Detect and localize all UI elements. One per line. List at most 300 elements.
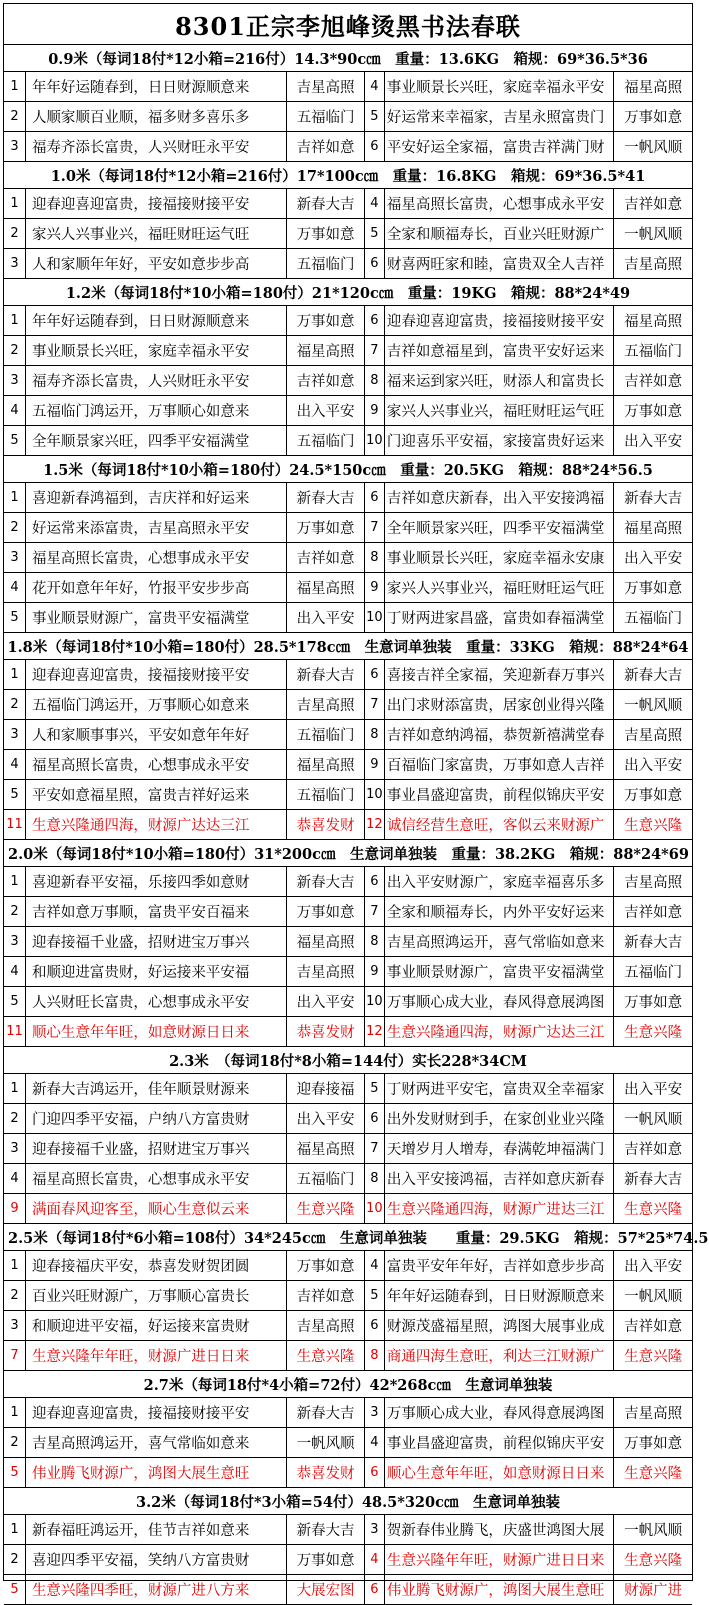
horizontal-scroll-right: 吉祥如意 (624, 197, 683, 213)
row-number-right: 4 (365, 1545, 385, 1574)
horizontal-scroll-left: 恭喜发财 (287, 810, 365, 839)
horizontal-scroll-left: 吉祥如意 (287, 132, 365, 161)
row-number-right: 10 (365, 1194, 385, 1223)
row-number-right: 9 (365, 396, 385, 425)
horizontal-scroll-left: 大展宏图 (287, 1575, 365, 1604)
horizontal-scroll-right: 万事如意 (624, 995, 683, 1011)
couplet-text-right: 吉祥如意福星到，富贵平安好运来 (385, 336, 614, 365)
horizontal-scroll-right: 吉祥如意 (624, 1319, 683, 1335)
horizontal-scroll-right: 新春大吉 (624, 1172, 683, 1188)
row-number-left: 4 (4, 573, 26, 602)
row-number-right: 10 (365, 987, 385, 1016)
table-row (4, 1575, 692, 1605)
row-number-left: 1 (4, 1398, 26, 1427)
horizontal-scroll-right: 福星高照 (624, 521, 683, 537)
horizontal-scroll-right: 一帆风顺 (624, 698, 683, 714)
horizontal-scroll-right: 吉星高照 (624, 1406, 683, 1422)
couplet-text-left: 福星高照长富贵，心想事成永平安 (26, 1164, 287, 1193)
row-number-left: 5 (4, 426, 26, 455)
row-number-left: 11 (4, 1017, 26, 1046)
section-header: 2.5米（每词18付*6小箱=108付）34*245c㎝ 生意词单独装 重量：29.5KG 箱规：57*25*74.5 (4, 1224, 692, 1251)
row-number-right: 9 (365, 957, 385, 986)
couplet-text-right: 事业顺景长兴旺，家庭幸福永平安 (385, 72, 614, 101)
table-row (4, 513, 692, 543)
couplet-text-left: 福星高照长富贵，心想事成永平安 (26, 750, 287, 779)
couplet-text-left: 人和家顺年年好，平安如意步步高 (26, 249, 287, 278)
row-number-left: 1 (4, 867, 26, 896)
row-number-right: 6 (365, 1104, 385, 1133)
couplet-text-right: 事业顺景财源广，富贵平安福满堂 (385, 957, 614, 986)
row-number-left: 1 (4, 1515, 26, 1544)
couplet-text-right: 顺心生意年年旺，如意财源日日来 (385, 1458, 614, 1487)
horizontal-scroll-right: 五福临门 (624, 611, 683, 627)
horizontal-scroll-left: 福星高照 (287, 1134, 365, 1163)
table-row (4, 336, 692, 366)
horizontal-scroll-left: 五福临门 (287, 780, 365, 809)
row-number-right: 4 (365, 1251, 385, 1280)
table-row (4, 306, 692, 336)
row-number-right: 7 (365, 336, 385, 365)
row-number-left: 9 (4, 1194, 26, 1223)
couplet-text-right: 福星高照长富贵，心想事成永平安 (385, 189, 614, 218)
horizontal-scroll-right: 生意兴隆 (624, 1349, 683, 1365)
table-row (4, 720, 692, 750)
table-row (4, 483, 692, 513)
table-row (4, 1458, 692, 1488)
table-row (4, 927, 692, 957)
table-row (4, 1164, 692, 1194)
table-row (4, 249, 692, 279)
horizontal-scroll-left: 万事如意 (287, 897, 365, 926)
couplet-text-left: 事业顺景长兴旺，家庭幸福永平安 (26, 336, 287, 365)
row-number-left: 7 (4, 1341, 26, 1370)
horizontal-scroll-left: 福星高照 (287, 573, 365, 602)
row-number-right: 12 (365, 1017, 385, 1046)
row-number-right: 5 (365, 1074, 385, 1103)
section-header: 2.7米（每词18付*4小箱=72付）42*268c㎝ 生意词单独装 (4, 1371, 692, 1398)
horizontal-scroll-left: 生意兴隆 (287, 1341, 365, 1370)
row-number-left: 2 (4, 336, 26, 365)
row-number-left: 4 (4, 1164, 26, 1193)
row-number-right: 4 (365, 1428, 385, 1457)
row-number-left: 1 (4, 1251, 26, 1280)
horizontal-scroll-right: 出入平安 (624, 758, 683, 774)
couplet-text-left: 迎春接福千业盛，招财进宝万事兴 (26, 1134, 287, 1163)
row-number-right: 9 (365, 750, 385, 779)
couplet-text-right: 生意兴隆通四海，财源广达达三江 (385, 1017, 614, 1046)
row-number-right: 10 (365, 780, 385, 809)
couplet-text-right: 年年好运随春到，日日财源顺意来 (385, 1281, 614, 1310)
row-number-right: 10 (365, 426, 385, 455)
couplet-text-left: 好运常来添富贵，吉星高照永平安 (26, 513, 287, 542)
table-row (4, 987, 692, 1017)
horizontal-scroll-left: 五福临门 (287, 720, 365, 749)
horizontal-scroll-left: 出入平安 (287, 603, 365, 632)
row-number-left: 1 (4, 660, 26, 689)
row-number-right: 6 (365, 306, 385, 335)
horizontal-scroll-right: 吉星高照 (624, 875, 683, 891)
section-header: 1.5米（每词18付*10小箱=180付）24.5*150c㎝ 重量：20.5KG 箱规：88*24*56.5 (4, 456, 692, 483)
row-number-left: 3 (4, 927, 26, 956)
horizontal-scroll-right: 财源广进 (624, 1583, 683, 1599)
couplet-text-left: 吉祥如意万事顺，富贵平安百福来 (26, 897, 287, 926)
couplet-text-left: 年年好运随春到，日日财源顺意来 (26, 72, 287, 101)
horizontal-scroll-left: 生意兴隆 (287, 1194, 365, 1223)
table-row (4, 1104, 692, 1134)
row-number-left: 2 (4, 1281, 26, 1310)
table-row (4, 1311, 692, 1341)
row-number-right: 6 (365, 249, 385, 278)
horizontal-scroll-left: 恭喜发财 (287, 1458, 365, 1487)
couplet-text-left: 福星高照长富贵，心想事成永平安 (26, 543, 287, 572)
couplet-text-right: 事业昌盛迎富贵，前程似锦庆平安 (385, 780, 614, 809)
horizontal-scroll-right: 吉星高照 (624, 257, 683, 273)
table-row (4, 810, 692, 840)
section-header: 0.9米（每词18付*12小箱=216付）14.3*90c㎝ 重量：13.6KG 箱规：69*36.5*36 (4, 45, 692, 72)
couplet-text-left: 生意兴隆年年旺，财源广进日日来 (26, 1341, 287, 1370)
section-header: 1.8米（每词18付*10小箱=180付）28.5*178c㎝ 生意词单独装 重量：33KG 箱规：88*24*64 (4, 633, 692, 660)
horizontal-scroll-left: 五福临门 (287, 102, 365, 131)
table-row (4, 189, 692, 219)
horizontal-scroll-right: 万事如意 (624, 110, 683, 126)
row-number-left: 1 (4, 1074, 26, 1103)
row-number-left: 5 (4, 987, 26, 1016)
horizontal-scroll-left: 新春大吉 (287, 1398, 365, 1427)
table-row (4, 1134, 692, 1164)
horizontal-scroll-left: 吉星高照 (287, 690, 365, 719)
row-number-left: 2 (4, 102, 26, 131)
row-number-left: 1 (4, 483, 26, 512)
table-row (4, 543, 692, 573)
couplet-text-right: 全家和顺福寿长，百业兴旺财源广 (385, 219, 614, 248)
row-number-right: 4 (365, 72, 385, 101)
page-title: 8301正宗李旭峰烫黑书法春联 (4, 4, 692, 45)
couplet-text-right: 事业顺景长兴旺，家庭幸福永安康 (385, 543, 614, 572)
horizontal-scroll-left: 新春大吉 (287, 483, 365, 512)
horizontal-scroll-left: 福星高照 (287, 750, 365, 779)
couplet-text-right: 诚信经营生意旺，客似云来财源广 (385, 810, 614, 839)
couplet-text-right: 家兴人兴事业兴，福旺财旺运气旺 (385, 396, 614, 425)
row-number-right: 3 (365, 1515, 385, 1544)
table-row (4, 1074, 692, 1104)
couplet-text-left: 满面春风迎客至，顺心生意似云来 (26, 1194, 287, 1223)
row-number-left: 2 (4, 897, 26, 926)
horizontal-scroll-left: 出入平安 (287, 1104, 365, 1133)
couplet-text-right: 平安好运全家福，富贵吉祥满门财 (385, 132, 614, 161)
row-number-left: 11 (4, 810, 26, 839)
couplet-text-left: 新春大吉鸿运开，佳年顺景财源来 (26, 1074, 287, 1103)
couplet-text-left: 生意兴隆通四海，财源广达达三江 (26, 810, 287, 839)
couplet-text-right: 喜接吉祥全家福，笑迎新春万事兴 (385, 660, 614, 689)
row-number-left: 2 (4, 513, 26, 542)
couplet-text-right: 百福临门家富贵，万事如意人吉祥 (385, 750, 614, 779)
couplet-text-right: 贺新春伟业腾飞，庆盛世鸿图大展 (385, 1515, 614, 1544)
row-number-left: 4 (4, 396, 26, 425)
row-number-left: 3 (4, 1311, 26, 1340)
table-row (4, 366, 692, 396)
row-number-right: 5 (365, 1281, 385, 1310)
row-number-right: 6 (365, 660, 385, 689)
row-number-right: 8 (365, 1164, 385, 1193)
horizontal-scroll-right: 吉祥如意 (624, 374, 683, 390)
couplet-text-right: 事业昌盛迎富贵，前程似锦庆平安 (385, 1428, 614, 1457)
horizontal-scroll-left: 出入平安 (287, 987, 365, 1016)
horizontal-scroll-left: 万事如意 (287, 513, 365, 542)
couplet-text-right: 丁财两进家昌盛，富贵如春福满堂 (385, 603, 614, 632)
price-sheet (3, 3, 709, 1599)
couplet-text-left: 伟业腾飞财源广，鸿图大展生意旺 (26, 1458, 287, 1487)
couplet-text-left: 人和家顺事事兴，平安如意年年好 (26, 720, 287, 749)
horizontal-scroll-right: 生意兴隆 (624, 1466, 683, 1482)
row-number-right: 8 (365, 927, 385, 956)
horizontal-scroll-right: 一帆风顺 (624, 1289, 683, 1305)
couplet-text-right: 吉祥如意纳鸿福，恭贺新禧满堂春 (385, 720, 614, 749)
couplet-text-left: 迎春迎喜迎富贵，接福接财接平安 (26, 189, 287, 218)
horizontal-scroll-left: 五福临门 (287, 249, 365, 278)
horizontal-scroll-right: 吉祥如意 (624, 905, 683, 921)
row-number-right: 5 (365, 219, 385, 248)
couplet-text-right: 财源茂盛福星照，鸿图大展事业成 (385, 1311, 614, 1340)
table-row (4, 1341, 692, 1371)
table-row (4, 603, 692, 633)
couplet-text-right: 万事顺心成大业，春风得意展鸿图 (385, 987, 614, 1016)
row-number-left: 5 (4, 1458, 26, 1487)
horizontal-scroll-left: 万事如意 (287, 219, 365, 248)
row-number-right: 8 (365, 366, 385, 395)
row-number-right: 8 (365, 1341, 385, 1370)
table-row (4, 219, 692, 249)
horizontal-scroll-right: 一帆风顺 (624, 140, 683, 156)
row-number-right: 6 (365, 132, 385, 161)
horizontal-scroll-left: 福星高照 (287, 927, 365, 956)
couplet-text-left: 五福临门鸿运开，万事顺心如意来 (26, 690, 287, 719)
section-header: 3.2米（每词18付*3小箱=54付）48.5*320c㎝ 生意词单独装 (4, 1488, 692, 1515)
row-number-right: 7 (365, 513, 385, 542)
couplet-text-right: 财喜两旺家和睦，富贵双全人吉祥 (385, 249, 614, 278)
horizontal-scroll-left: 恭喜发财 (287, 1017, 365, 1046)
row-number-right: 6 (365, 1458, 385, 1487)
couplet-text-left: 吉星高照鸿运开，喜气常临如意来 (26, 1428, 287, 1457)
horizontal-scroll-left: 吉祥如意 (287, 1281, 365, 1310)
couplet-text-left: 喜迎新春鸿福到，吉庆祥和好运来 (26, 483, 287, 512)
horizontal-scroll-left: 五福临门 (287, 1164, 365, 1193)
horizontal-scroll-right: 万事如意 (624, 581, 683, 597)
couplet-text-right: 万事顺心成大业，春风得意展鸿图 (385, 1398, 614, 1427)
horizontal-scroll-left: 万事如意 (287, 306, 365, 335)
horizontal-scroll-right: 生意兴隆 (624, 1202, 683, 1218)
couplet-text-right: 好运常来幸福家，吉星永照富贵门 (385, 102, 614, 131)
horizontal-scroll-left: 万事如意 (287, 1251, 365, 1280)
row-number-right: 8 (365, 720, 385, 749)
row-number-right: 12 (365, 810, 385, 839)
horizontal-scroll-right: 生意兴隆 (624, 818, 683, 834)
couplet-text-left: 和顺迎进平安福，好运接来富贵财 (26, 1311, 287, 1340)
table-row (4, 750, 692, 780)
horizontal-scroll-left: 万事如意 (287, 1545, 365, 1574)
row-number-right: 10 (365, 603, 385, 632)
table-row (4, 957, 692, 987)
table-row (4, 1194, 692, 1224)
horizontal-scroll-right: 新春大吉 (624, 491, 683, 507)
couplet-text-right: 出门求财添富贵，居家创业得兴隆 (385, 690, 614, 719)
horizontal-scroll-left: 福星高照 (287, 336, 365, 365)
couplet-text-right: 家兴人兴事业兴，福旺财旺运气旺 (385, 573, 614, 602)
couplet-text-left: 喜迎四季平安福，笑纳八方富贵财 (26, 1545, 287, 1574)
couplet-text-right: 出入平安接鸿福，吉祥如意庆新春 (385, 1164, 614, 1193)
horizontal-scroll-right: 出入平安 (624, 1259, 683, 1275)
table-row (4, 396, 692, 426)
horizontal-scroll-right: 生意兴隆 (624, 1553, 683, 1569)
table-row (4, 690, 692, 720)
row-number-left: 2 (4, 1545, 26, 1574)
couplet-text-left: 人兴财旺长富贵，心想事成永平安 (26, 987, 287, 1016)
horizontal-scroll-right: 出入平安 (624, 1082, 683, 1098)
couplet-text-left: 迎春接福千业盛，招财进宝万事兴 (26, 927, 287, 956)
couplet-text-left: 全年顺景家兴旺，四季平安福满堂 (26, 426, 287, 455)
horizontal-scroll-left: 新春大吉 (287, 189, 365, 218)
horizontal-scroll-left: 吉星高照 (287, 957, 365, 986)
horizontal-scroll-right: 出入平安 (624, 551, 683, 567)
couplet-text-right: 天增岁月人增寿，春满乾坤福满门 (385, 1134, 614, 1163)
couplet-text-right: 出入平安财源广，家庭幸福喜乐多 (385, 867, 614, 896)
row-number-left: 2 (4, 1104, 26, 1133)
couplet-text-right: 吉星高照鸿运开，喜气常临如意来 (385, 927, 614, 956)
horizontal-scroll-left: 吉星高照 (287, 72, 365, 101)
couplet-text-left: 五福临门鸿运开，万事顺心如意来 (26, 396, 287, 425)
row-number-left: 3 (4, 543, 26, 572)
couplet-text-right: 丁财两进平安宅，富贵双全幸福家 (385, 1074, 614, 1103)
table-row (4, 1545, 692, 1575)
couplet-text-right: 富贵平安年年好，吉祥如意步步高 (385, 1251, 614, 1280)
horizontal-scroll-right: 福星高照 (624, 314, 683, 330)
row-number-left: 1 (4, 306, 26, 335)
couplet-text-left: 新春福旺鸿运开，佳节吉祥如意来 (26, 1515, 287, 1544)
horizontal-scroll-left: 吉祥如意 (287, 543, 365, 572)
table-row (4, 1515, 692, 1545)
row-number-left: 3 (4, 366, 26, 395)
horizontal-scroll-left: 迎春接福 (287, 1074, 365, 1103)
row-number-right: 8 (365, 543, 385, 572)
row-number-left: 3 (4, 1134, 26, 1163)
row-number-right: 7 (365, 897, 385, 926)
table-row (4, 897, 692, 927)
horizontal-scroll-left: 五福临门 (287, 426, 365, 455)
couplet-text-right: 商通四海生意旺，利达三江财源广 (385, 1341, 614, 1370)
horizontal-scroll-right: 一帆风顺 (624, 1112, 683, 1128)
row-number-left: 2 (4, 219, 26, 248)
row-number-right: 6 (365, 483, 385, 512)
table-row (4, 1428, 692, 1458)
couplet-text-left: 喜迎新春平安福，乐接四季如意财 (26, 867, 287, 896)
row-number-left: 3 (4, 249, 26, 278)
table-row (4, 1251, 692, 1281)
section-header: 1.2米（每词18付*10小箱=180付）21*120c㎝ 重量：19KG 箱规：88*24*49 (4, 279, 692, 306)
row-number-left: 5 (4, 780, 26, 809)
couplet-text-right: 生意兴隆通四海，财源广进达三江 (385, 1194, 614, 1223)
couplet-text-left: 福寿齐添长富贵，人兴财旺永平安 (26, 366, 287, 395)
couplet-text-right: 迎春迎喜迎富贵，接福接财接平安 (385, 306, 614, 335)
horizontal-scroll-left: 新春大吉 (287, 867, 365, 896)
couplet-text-right: 生意兴隆年年旺，财源广进日日来 (385, 1545, 614, 1574)
couplet-text-right: 福来运到家兴旺，财添人和富贵长 (385, 366, 614, 395)
couplet-text-right: 吉祥如意庆新春，出入平安接鸿福 (385, 483, 614, 512)
couplet-text-left: 事业顺景财源广，富贵平安福满堂 (26, 603, 287, 632)
couplet-text-right: 全年顺景家兴旺，四季平安福满堂 (385, 513, 614, 542)
horizontal-scroll-right: 一帆风顺 (624, 227, 683, 243)
row-number-left: 1 (4, 189, 26, 218)
section-header: 1.0米（每词18付*12小箱=216付）17*100c㎝ 重量：16.8KG 箱规：69*36.5*41 (4, 162, 692, 189)
table-row (4, 867, 692, 897)
horizontal-scroll-right: 出入平安 (624, 434, 683, 450)
horizontal-scroll-right: 一帆风顺 (624, 1523, 683, 1539)
couplet-text-left: 门迎四季平安福，户纳八方富贵财 (26, 1104, 287, 1133)
table-row (4, 426, 692, 456)
row-number-left: 2 (4, 690, 26, 719)
row-number-right: 9 (365, 573, 385, 602)
couplet-text-right: 门迎喜乐平安福，家接富贵好运来 (385, 426, 614, 455)
row-number-right: 3 (365, 1398, 385, 1427)
row-number-left: 5 (4, 1575, 26, 1604)
row-number-right: 7 (365, 690, 385, 719)
row-number-left: 3 (4, 132, 26, 161)
horizontal-scroll-left: 新春大吉 (287, 660, 365, 689)
row-number-right: 6 (365, 1575, 385, 1604)
horizontal-scroll-right: 五福临门 (624, 965, 683, 981)
horizontal-scroll-right: 万事如意 (624, 404, 683, 420)
horizontal-scroll-right: 万事如意 (624, 1436, 683, 1452)
row-number-right: 7 (365, 1134, 385, 1163)
couplet-text-left: 迎春迎喜迎富贵，接福接财接平安 (26, 660, 287, 689)
table-row (4, 132, 692, 162)
horizontal-scroll-left: 出入平安 (287, 396, 365, 425)
horizontal-scroll-left: 吉祥如意 (287, 366, 365, 395)
table-row (4, 102, 692, 132)
horizontal-scroll-right: 吉星高照 (624, 728, 683, 744)
couplet-text-left: 和顺迎进富贵财，好运接来平安福 (26, 957, 287, 986)
table-row (4, 1398, 692, 1428)
horizontal-scroll-right: 新春大吉 (624, 668, 683, 684)
couplet-text-left: 年年好运随春到，日日财源顺意来 (26, 306, 287, 335)
couplet-text-right: 伟业腾飞财源广，鸿图大展生意旺 (385, 1575, 614, 1604)
couplet-text-left: 迎春接福庆平安，恭喜发财贺团圆 (26, 1251, 287, 1280)
table-row (4, 780, 692, 810)
row-number-right: 4 (365, 189, 385, 218)
table-row (4, 1017, 692, 1047)
couplet-text-left: 迎春迎喜迎富贵，接福接财接平安 (26, 1398, 287, 1427)
row-number-right: 6 (365, 1311, 385, 1340)
table-row (4, 1281, 692, 1311)
couplet-text-left: 人顺家顺百业顺，福多财多喜乐多 (26, 102, 287, 131)
couplet-text-left: 家兴人兴事业兴，福旺财旺运气旺 (26, 219, 287, 248)
row-number-left: 4 (4, 957, 26, 986)
table-row (4, 72, 692, 102)
row-number-left: 2 (4, 1428, 26, 1457)
horizontal-scroll-left: 新春大吉 (287, 1515, 365, 1544)
row-number-right: 6 (365, 867, 385, 896)
couplet-text-left: 顺心生意年年旺，如意财源日日来 (26, 1017, 287, 1046)
horizontal-scroll-left: 一帆风顺 (287, 1428, 365, 1457)
couplet-text-right: 全家和顺福寿长，内外平安好运来 (385, 897, 614, 926)
horizontal-scroll-left: 吉星高照 (287, 1311, 365, 1340)
horizontal-scroll-right: 五福临门 (624, 344, 683, 360)
horizontal-scroll-right: 福星高照 (624, 80, 683, 96)
row-number-left: 3 (4, 720, 26, 749)
couplet-text-left: 平安如意福星照，富贵吉祥好运来 (26, 780, 287, 809)
couplet-text-right: 出外发财财到手，在家创业业兴隆 (385, 1104, 614, 1133)
row-number-right: 5 (365, 102, 385, 131)
row-number-left: 5 (4, 603, 26, 632)
horizontal-scroll-right: 新春大吉 (624, 935, 683, 951)
